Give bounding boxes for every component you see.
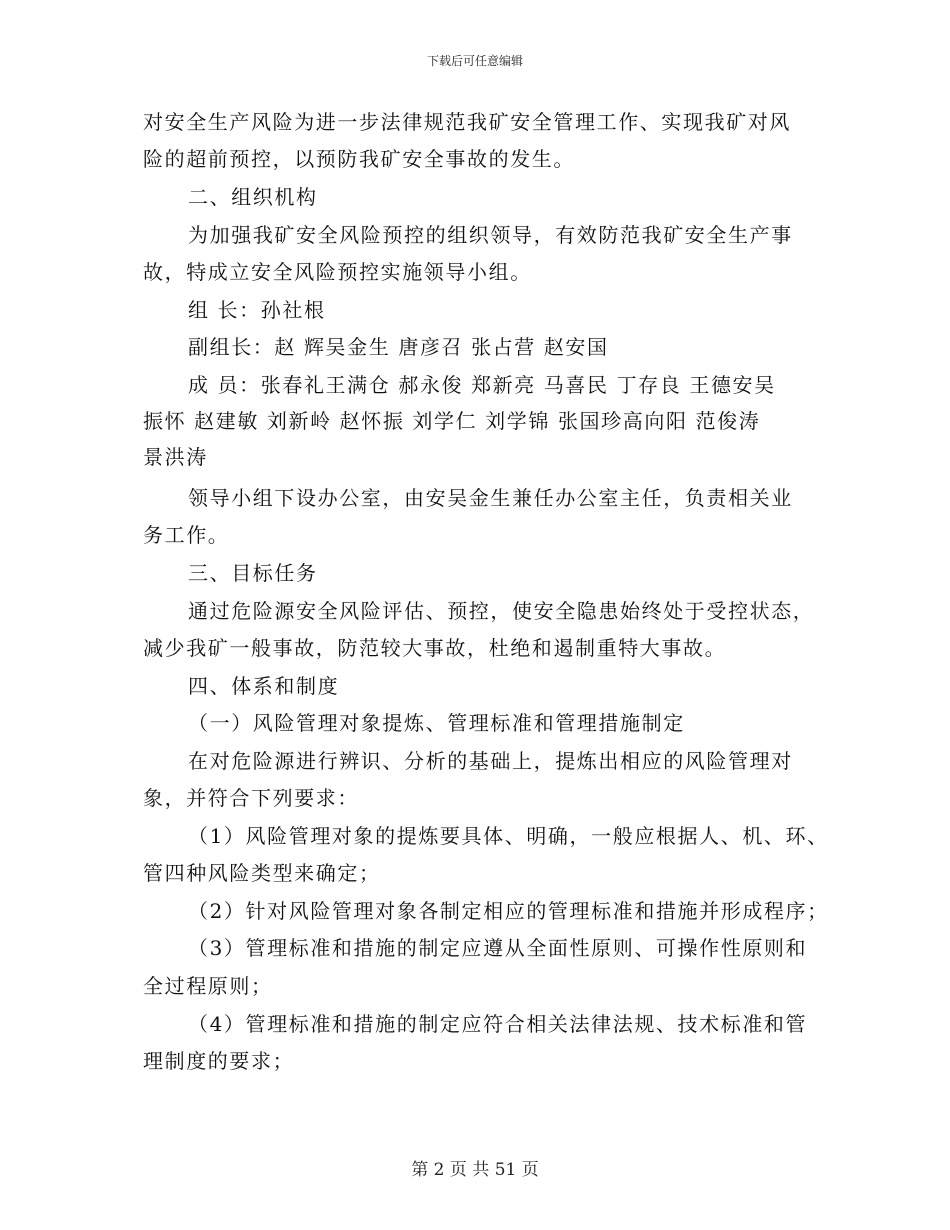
text-line: 成 员：张春礼王满仓 郝永俊 郑新亮 马喜民 丁存良 王德安吴	[188, 373, 776, 397]
list-item: （3）管理标准和措施的制定应遵从全面性原则、可操作性原则和	[188, 936, 808, 960]
text-line: 减少我矿一般事故，防范较大事故，杜绝和遏制重特大事故。	[143, 636, 727, 660]
text-line: 险的超前预控，以预防我矿安全事故的发生。	[143, 147, 575, 171]
section-heading: 三、目标任务	[188, 561, 318, 585]
text-line: 组 长：孙社根	[188, 298, 326, 322]
list-item: （1）风险管理对象的提炼要具体、明确，一般应根据人、机、环、	[188, 824, 829, 848]
text-line: 在对危险源进行辨识、分析的基础上，提炼出相应的风险管理对	[188, 749, 793, 773]
text-line: 理制度的要求；	[143, 1049, 295, 1073]
text-line: 管四种风险类型来确定；	[143, 861, 381, 885]
text-line: 全过程原则；	[143, 974, 273, 998]
text-line: 副组长：赵 辉吴金生 唐彦召 张占营 赵安国	[188, 335, 609, 359]
text-line: 故，特成立安全风险预控实施领导小组。	[143, 260, 532, 284]
text-line: 为加强我矿安全风险预控的组织领导，有效防范我矿安全生产事	[188, 223, 793, 247]
section-heading: 四、体系和制度	[188, 674, 340, 698]
text-line: 领导小组下设办公室，由安吴金生兼任办公室主任，负责相关业	[188, 486, 793, 510]
section-heading: 二、组织机构	[188, 185, 318, 209]
list-item: （2）针对风险管理对象各制定相应的管理标准和措施并形成程序；	[188, 899, 829, 923]
list-item: （4）管理标准和措施的制定应符合相关法律法规、技术标准和管	[188, 1012, 808, 1036]
text-line: 务工作。	[143, 523, 230, 547]
text-line: 象，并符合下列要求：	[143, 786, 359, 810]
page-header: 下载后可任意编辑	[426, 54, 523, 68]
text-line: 对安全生产风险为进一步法律规范我矿安全管理工作、实现我矿对风	[143, 110, 791, 134]
page-footer: 第 2 页 共 51 页	[411, 1160, 539, 1180]
text-line: 振怀 赵建敏 刘新岭 赵怀振 刘学仁 刘学锦 张国珍高向阳 范俊涛	[143, 409, 761, 433]
subsection-heading: （一）风险管理对象提炼、管理标准和管理措施制定	[188, 711, 685, 735]
text-line: 通过危险源安全风险评估、预控，使安全隐患始终处于受控状态，	[188, 599, 815, 623]
text-line: 景洪涛	[143, 445, 208, 469]
